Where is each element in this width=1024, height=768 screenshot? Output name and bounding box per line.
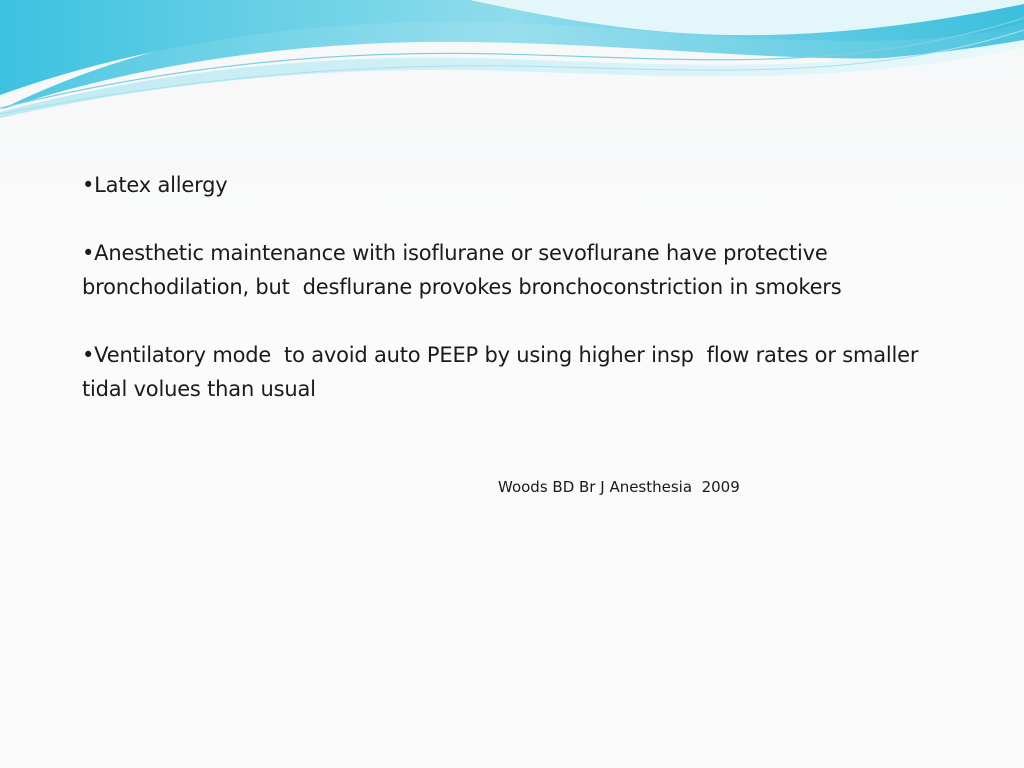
bullet-ventilatory-mode: •Ventilatory mode to avoid auto PEEP by using higher insp flow rates or smaller tidal volues than usual (82, 343, 925, 401)
bullet-latex-allergy: •Latex allergy (82, 173, 228, 197)
bullet-anesthetic-maintenance: •Anesthetic maintenance with isoflurane or sevoflurane have protective bronchodilation, but desflurane provokes bronchoconstriction in smokers (82, 241, 842, 299)
header-wave-decoration (0, 0, 1024, 130)
slide-body (82, 168, 932, 406)
citation: Woods BD Br J Anesthesia 2009 (498, 478, 740, 496)
